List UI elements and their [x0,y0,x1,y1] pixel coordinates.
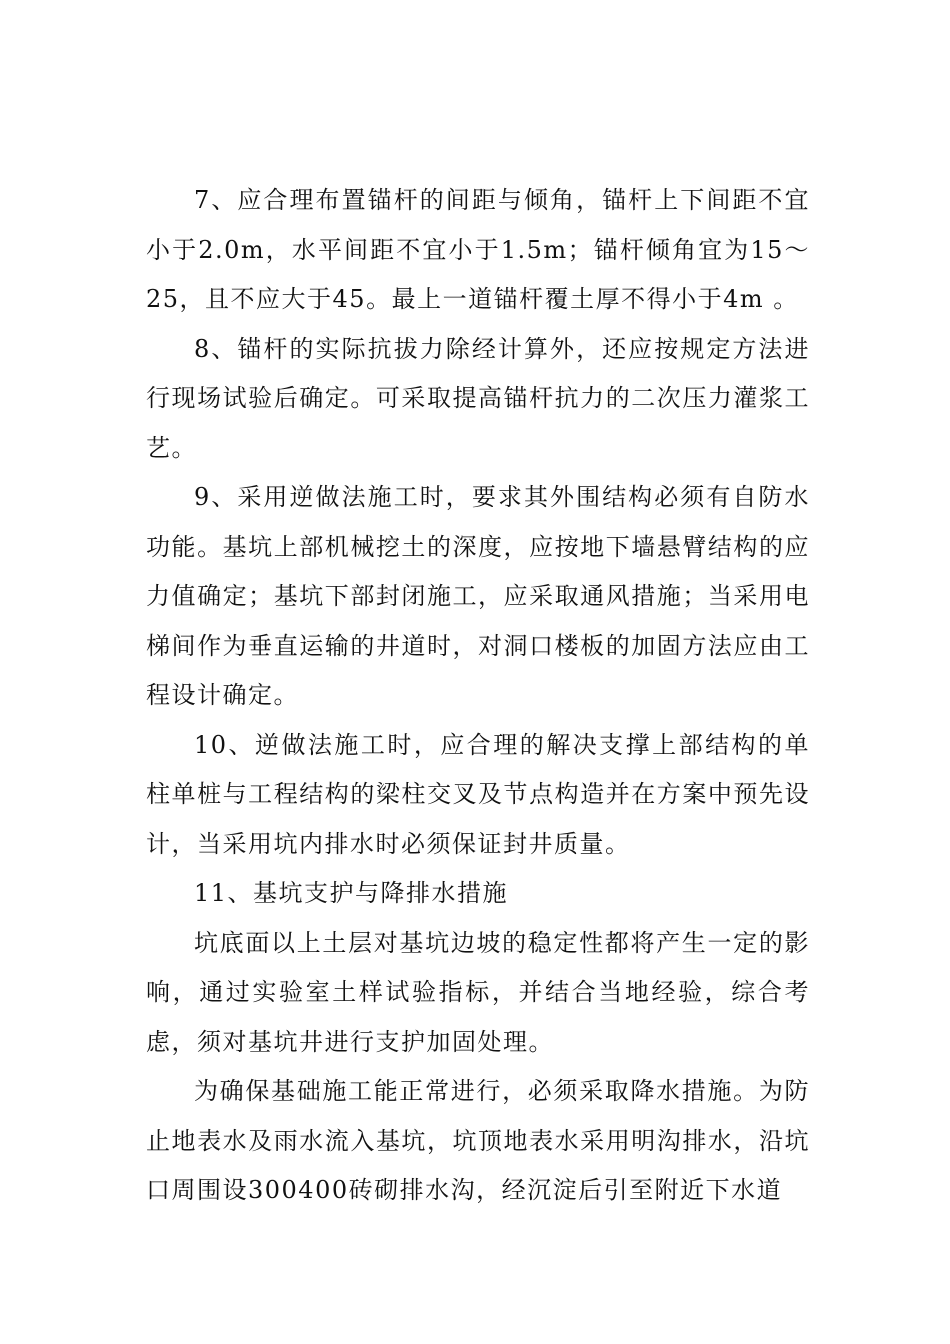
document-body [146,176,810,1216]
paragraph-anchor-pullout: 8、锚杆的实际抗拔力除经计算外，还应按规定方法进行现场试验后确定。可采取提高锚杆抗力的二次压力灌浆工艺。 [146,334,810,462]
paragraph-heading-support-drainage: 11、基坑支护与降排水措施 [194,879,509,907]
paragraph-top-down-method: 9、采用逆做法施工时，要求其外围结构必须有自防水功能。基坑上部机械挖土的深度，应按地下墙悬臂结构的应力值确定；基坑下部封闭施工，应采取通风措施；当采用电梯间作为垂直运输的井道时，对洞口楼板的加固方法应由工程设计确定。 [146,483,810,709]
paragraph-slope-stability: 坑底面以上土层对基坑边坡的稳定性都将产生一定的影响，通过实验室土样试验指标，并结合当地经验，综合考虑，须对基坑井进行支护加固处理。 [146,928,810,1056]
paragraph-dewatering: 为确保基础施工能正常进行，必须采取降水措施。为防止地表水及雨水流入基坑，坑顶地表水采用明沟排水，沿坑口周围设300400砖砌排水沟，经沉淀后引至附近下水道 [146,1077,810,1204]
paragraph-anchor-spacing: 7、应合理布置锚杆的间距与倾角，锚杆上下间距不宜小于2.0m，水平间距不宜小于1.5m；锚杆倾角宜为15～25，且不应大于45。最上一道锚杆覆土厚不得小于4m 。 [146,186,810,313]
paragraph-top-down-columns: 10、逆做法施工时，应合理的解决支撑上部结构的单柱单桩与工程结构的梁柱交叉及节点构造并在方案中预先设计，当采用坑内排水时必须保证封井质量。 [146,730,810,858]
